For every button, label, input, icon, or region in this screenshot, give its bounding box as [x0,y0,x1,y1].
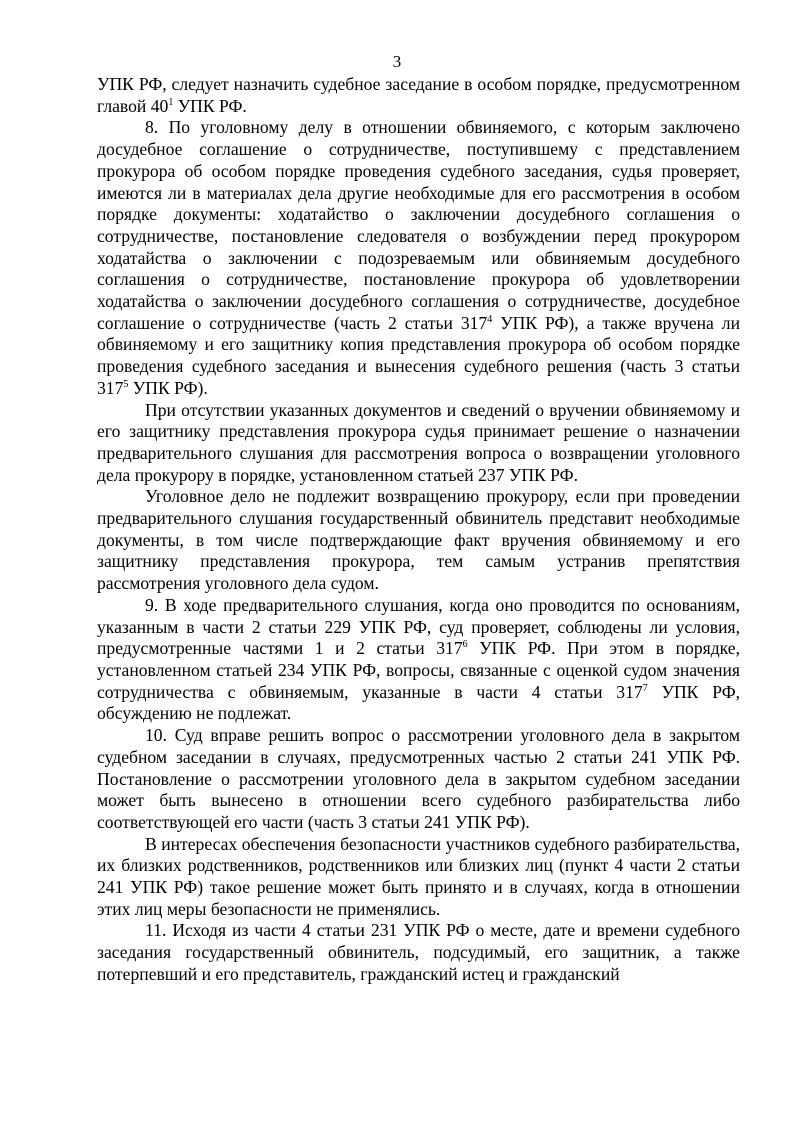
paragraph [97,834,740,921]
paragraph-text: В интересах обеспечения безопасности участников судебного разбирательства, их близких родственников, родственников или близких лиц (пункт 4 части 2 статьи 241 УПК РФ) такое решение может быть принято и в случаях, когда в отношении этих лиц меры безопасности не применялись. [97,833,740,919]
paragraph [97,400,740,487]
paragraph-text: УПК РФ, обсуждению не подлежат. [97,681,740,724]
paragraph-text: 11. Исходя из части 4 статьи 231 УПК РФ о месте, дате и времени судебного заседания государственный обвинитель, подсудимый, его защитник, а также потерпевший и его представитель, гражданский истец и гражданский [97,920,740,984]
superscript-index: 6 [462,639,468,651]
superscript-index: 7 [642,682,648,694]
paragraph-text: УПК РФ. [173,95,247,116]
paragraph-text: УПК РФ), а также вручена ли обвиняемому и его защитнику копия представления прокурора об особом порядке проведения судебного заседания и вынесения судебного решения (часть 3 статьи 317 [97,312,740,398]
paragraph [97,595,740,725]
document-body [97,74,740,986]
superscript-index: 4 [487,313,493,325]
paragraph-text: УПК РФ. При этом в порядке, установленном статьей 234 УПК РФ, вопросы, связанные с оценкой судом значения сотрудничества с обвиняемым, указанные в части 4 статьи 317 [97,638,740,702]
superscript-index: 5 [123,378,129,390]
paragraph-text: Уголовное дело не подлежит возвращению прокурору, если при проведении предварительного слушания государственный обвинитель представит необходимые документы, в том числе подтверждающие факт вручения обвиняемому и его защитнику представления прокурора, тем самым устранив препятствия рассмотрения уголовного дела судом. [97,486,740,594]
paragraph-text: При отсутствии указанных документов и сведений о вручении обвиняемому и его защитнику представления прокурора судья принимает решение о назначении предварительного слушания для рассмотрения вопроса о возвращении уголовного дела прокурору в порядке, установленном статьей 237 УПК РФ. [97,399,740,485]
paragraph [97,117,740,399]
paragraph-text: 8. По уголовному делу в отношении обвиняемого, с которым заключено досудебное соглашение о сотрудничестве, поступившему с представлением прокурора об особом порядке проведения судебного заседания, судья проверяет, имеются ли в материалах дела другие необходимые для его рассмотрения в особом порядке документы: ходатайство о заключении досудебного соглашения о сотрудничестве, постановление следователя о возбуждении перед прокурором ходатайства о заключении с подозреваемым или обвиняемым досудебного соглашения о сотрудничестве, постановление прокурора об удовлетворении ходатайства о заключении досудебного соглашения о сотрудничестве, досудебное соглашение о сотрудничестве (часть 2 статьи 317 [97,117,740,333]
paragraph-text: 10. Суд вправе решить вопрос о рассмотрении уголовного дела в закрытом судебном заседании в случаях, предусмотренных частью 2 статьи 241 УПК РФ. Постановление о рассмотрении уголовного дела в закрытом судебном заседании может быть вынесено в отношении всего судебного разбирательства либо соответствующей его части (часть 3 статьи 241 УПК РФ). [97,725,740,832]
paragraph-text: УПК РФ). [128,377,208,398]
paragraph [97,74,740,117]
paragraph-text: УПК РФ, следует назначить судебное заседание в особом порядке, предусмотренном главой 40 [97,74,740,116]
paragraph [97,725,740,834]
paragraph [97,920,740,985]
paragraph-text: 9. В ходе предварительного слушания, когда оно проводится по основаниям, указанным в части 2 статьи 229 УПК РФ, суд проверяет, соблюдены ли условия, предусмотренные частями 1 и 2 статьи 317 [97,594,740,659]
page-number: 3 [392,52,402,71]
superscript-index: 1 [168,96,174,108]
paragraph [97,486,740,595]
